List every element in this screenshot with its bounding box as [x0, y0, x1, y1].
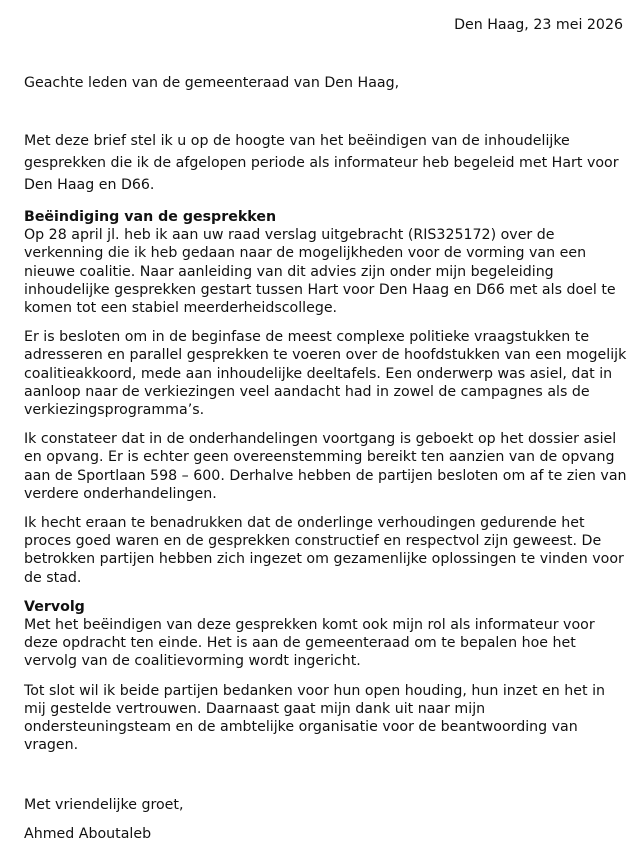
section-follow-up — [24, 598, 628, 755]
paragraph: Tot slot wil ik beide partijen bedanken voor hun open houding, hun inzet en het in mij gestelde vertrouwen. Daarnaast gaat mijn dank uit naar mijn ondersteuningsteam en de ambtelijke organisatie voor de beantwoording van vragen. — [24, 682, 606, 754]
section-termination — [24, 208, 628, 587]
closing: Met vriendelijke groet, — [24, 797, 184, 813]
paragraph: Ik hecht eraan te benadrukken dat de onderlinge verhoudingen gedurende het proces goed waren en de gesprekken constructief en respectvol zijn geweest. De betrokken partijen hebben zich ingezet om gezamenlijke oplossingen te vinden voor de stad. — [24, 515, 624, 586]
section-heading: Vervolg — [24, 598, 85, 615]
paragraph: Er is besloten om in de beginfase de meest complexe politieke vraagstukken te adresseren en parallel gesprekken te voeren over de hoofdstukken van een mogelijk coalitieakkoord, mede aan inhoudelijke deeltafels. Een onderwerp was asiel, dat in aanloop naar de verkiezingen veel aandacht had in zowel de campagnes als de verkiezingsprogramma’s. — [24, 329, 627, 419]
signer-name: Ahmed Aboutaleb — [24, 826, 152, 842]
paragraph: Op 28 april jl. heb ik aan uw raad verslag uitgebracht (RIS325172) over de verkenning die ik heb gedaan naar de mogelijkheden voor de vorming van een nieuwe coalitie. Naar aanleiding van dit advies zijn onder mijn begeleiding inhoudelijke gesprekken gestart tussen Hart voor Den Haag en D66 met als doel te komen tot een stabiel meerderheidscollege. — [24, 227, 616, 317]
intro-paragraph: Met deze brief stel ik u op de hoogte van het beëindigen van de inhoudelijke gesprekken die ik de afgelopen periode als informateur heb begeleid met Hart voor Den Haag en D66. — [24, 133, 619, 193]
letter-body — [24, 208, 628, 765]
letter-date: Den Haag, 23 mei 2026 — [454, 17, 623, 33]
paragraph: Ik constateer dat in de onderhandelingen voortgang is geboekt op het dossier asiel en opvang. Er is echter geen overeenstemming bereikt ten aanzien van de opvang aan de Sportlaan 598 – 600. Derhalve hebben de partijen besloten om af te zien van verdere onderhandelingen. — [24, 431, 627, 502]
section-heading: Beëindiging van de gesprekken — [24, 209, 277, 225]
paragraph: Met het beëindigen van deze gesprekken komt ook mijn rol als informateur voor deze opdracht ten einde. Het is aan de gemeenteraad om te bepalen hoe het vervolg van de coalitievorming wordt ingericht. — [24, 617, 595, 670]
salutation: Geachte leden van de gemeenteraad van Den Haag, — [24, 75, 400, 91]
